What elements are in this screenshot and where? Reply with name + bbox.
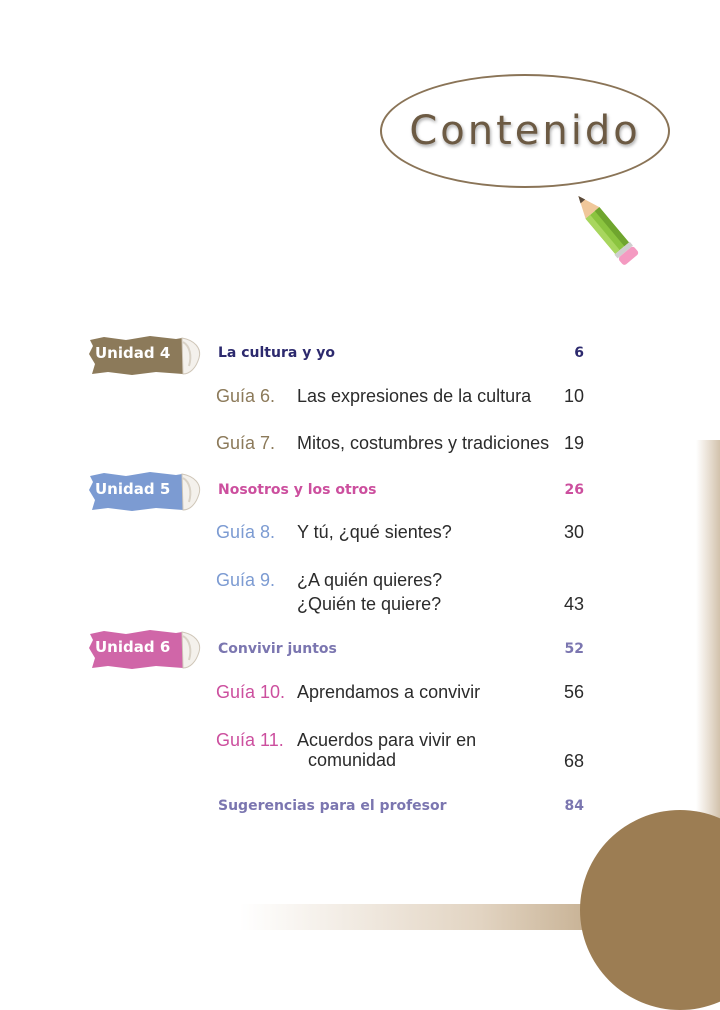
guide-page: 43 — [563, 594, 584, 614]
unit-tab-6 — [86, 628, 204, 666]
unit-page: 26 — [564, 482, 584, 498]
guide-label: Guía 11. — [216, 730, 284, 750]
guide-title: Acuerdos para vivir en — [297, 730, 477, 750]
guide-page: 68 — [563, 751, 584, 771]
guide-page: 30 — [563, 522, 584, 542]
guide-label: Guía 9. — [216, 570, 276, 590]
pencil-icon — [566, 184, 646, 274]
guide-label: Guía 8. — [216, 522, 276, 542]
unit-tab-4 — [86, 334, 204, 372]
page-title: Contenido — [409, 108, 641, 154]
guide-page: 19 — [563, 433, 584, 453]
guide-page: 56 — [563, 682, 584, 702]
guide-label: Guía 6. — [216, 386, 276, 406]
guide-title: Las expresiones de la cultura — [297, 386, 532, 406]
unit-tab-5 — [86, 470, 204, 508]
guide-label: Guía 7. — [216, 433, 276, 453]
guide-title: Aprendamos a convivir — [297, 682, 481, 702]
guide-title: Mitos, costumbres y tradiciones — [297, 433, 550, 453]
teacher-suggestions-page: 84 — [564, 798, 584, 814]
guide-title: Y tú, ¿qué sientes? — [297, 522, 452, 542]
decorative-corner — [580, 810, 720, 1010]
guide-title-continued: ¿Quién te quiere? — [297, 594, 442, 614]
guide-label: Guía 10. — [216, 682, 286, 702]
guide-title-continued: comunidad — [308, 750, 397, 770]
unit-label: Unidad 4 — [95, 344, 171, 362]
unit-label: Unidad 5 — [95, 480, 171, 498]
unit-label: Unidad 6 — [95, 638, 171, 656]
unit-title: La cultura y yo — [218, 345, 335, 361]
guide-title: ¿A quién quieres? — [297, 570, 443, 590]
unit-title: Nosotros y los otros — [218, 482, 377, 498]
unit-title: Convivir juntos — [218, 641, 337, 657]
title-oval — [380, 74, 670, 188]
unit-page: 6 — [574, 345, 584, 361]
unit-page: 52 — [564, 641, 584, 657]
guide-page: 10 — [563, 386, 584, 406]
teacher-suggestions-title: Sugerencias para el profesor — [218, 798, 447, 814]
